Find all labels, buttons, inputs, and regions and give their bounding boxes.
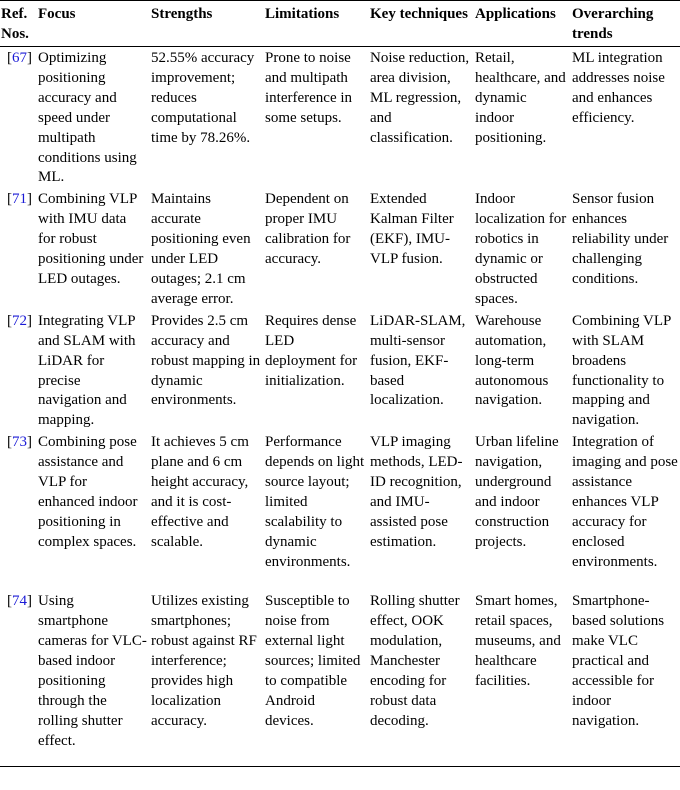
key-techniques-cell: Rolling shutter effect, OOK modulation, Manchester encoding for robust data decoding. xyxy=(370,593,460,729)
ref-cell: [74] xyxy=(7,593,32,610)
table-row xyxy=(0,590,680,767)
applications-cell: Urban lifeline navigation, underground and indoor construction projects. xyxy=(475,434,559,550)
key-techniques-cell: Extended Kalman Filter (EKF), IMU-VLP fusion. xyxy=(370,191,454,268)
strengths-cell: Maintains accurate positioning even under LED outages; 2.1 cm average error. xyxy=(151,191,251,307)
applications-cell: Smart homes, retail spaces, museums, and healthcare facilities. xyxy=(475,593,561,689)
focus-cell: Combining VLP with IMU data for robust positioning under LED outages. xyxy=(38,191,144,287)
header-applications: Applications xyxy=(475,6,556,22)
key-techniques-cell: Noise reduction, area division, ML regression, and classification. xyxy=(370,50,470,146)
table-header xyxy=(0,1,680,47)
ref-cell: [72] xyxy=(7,312,32,329)
trends-cell: Sensor fusion enhances reliability under challenging conditions. xyxy=(572,191,669,287)
ref-cell: [67] xyxy=(7,50,32,66)
trends-cell: Integration of imaging and pose assistance enhances VLP accuracy for enclosed environments. xyxy=(572,434,678,570)
strengths-cell: Utilizes existing smartphones; robust against RF interference; provides high localization accuracy. xyxy=(151,593,257,729)
limitations-cell: Prone to noise and multipath interference in some setups. xyxy=(265,50,353,126)
citation-link[interactable]: 72 xyxy=(12,312,27,329)
citation-link[interactable]: 67 xyxy=(12,50,27,66)
key-techniques-cell: LiDAR-SLAM, multi-sensor fusion, EKF-based localization. xyxy=(370,312,466,409)
limitations-cell: Performance depends on light source layout; limited scalability to dynamic environments. xyxy=(265,434,365,570)
table-row xyxy=(0,188,680,309)
limitations-cell: Dependent on proper IMU calibration for accuracy. xyxy=(265,191,351,268)
applications-cell: Retail, healthcare, and dynamic indoor positioning. xyxy=(475,50,566,146)
focus-cell: Integrating VLP and SLAM with LiDAR for precise navigation and mapping. xyxy=(38,312,136,429)
table-row xyxy=(0,47,680,189)
header-strengths: Strengths xyxy=(151,6,213,22)
strengths-cell: Provides 2.5 cm accuracy and robust mapping in dynamic environments. xyxy=(151,312,261,409)
trends-cell: Smartphone-based solutions make VLC practical and accessible for indoor navigation. xyxy=(572,593,665,729)
key-techniques-cell: VLP imaging methods, LED-ID recognition, and IMU-assisted pose estimation. xyxy=(370,434,463,550)
applications-cell: Warehouse automation, long-term autonomous navigation. xyxy=(475,312,549,409)
table-body xyxy=(0,47,680,767)
focus-cell: Combining pose assistance and VLP for enhanced indoor positioning in complex spaces. xyxy=(38,434,138,550)
applications-cell: Indoor localization for robotics in dynamic or obstructed spaces. xyxy=(475,191,567,307)
header-focus: Focus xyxy=(38,6,76,22)
limitations-cell: Susceptible to noise from external light sources; limited to compatible Android devices. xyxy=(265,593,361,729)
header-trends: Overarching trends xyxy=(572,6,654,42)
ref-cell: [71] xyxy=(7,191,32,208)
strengths-cell: It achieves 5 cm plane and 6 cm height accuracy, and it is cost-effective and scalable. xyxy=(151,434,249,550)
focus-cell: Optimizing positioning accuracy and speed under multipath conditions using ML. xyxy=(38,50,137,186)
header-limitations: Limitations xyxy=(265,6,340,22)
table-row xyxy=(0,310,680,431)
trends-cell: ML integration addresses noise and enhances efficiency. xyxy=(572,50,665,126)
header-ref: Ref. Nos. xyxy=(1,6,29,42)
citation-link[interactable]: 74 xyxy=(12,593,27,610)
limitations-cell: Requires dense LED deployment for initialization. xyxy=(265,312,358,389)
header-key-techniques: Key techniques xyxy=(370,6,468,22)
ref-cell: [73] xyxy=(7,434,32,451)
table-row xyxy=(0,431,680,590)
citation-link[interactable]: 73 xyxy=(12,434,27,451)
citation-link[interactable]: 71 xyxy=(12,191,27,208)
strengths-cell: 52.55% accuracy improvement; reduces computational time by 78.26%. xyxy=(151,50,255,146)
trends-cell: Combining VLP with SLAM broadens functionality to mapping and navigation. xyxy=(572,312,671,429)
header-row xyxy=(0,1,680,47)
focus-cell: Using smartphone cameras for VLC-based indoor positioning through the rolling shutter effect. xyxy=(38,593,147,749)
